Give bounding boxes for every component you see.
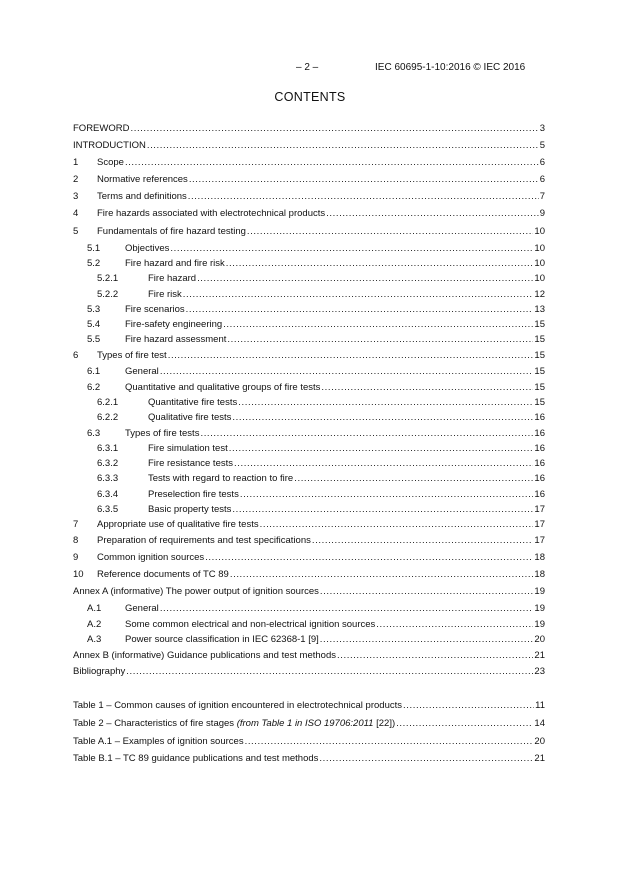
dot-leader [130, 123, 538, 135]
toc-entry-page: 15 [534, 397, 545, 408]
page-title: CONTENTS [274, 90, 346, 104]
toc-entry-label: Preselection fire tests [148, 489, 239, 500]
dot-leader [232, 412, 533, 424]
dot-leader [240, 489, 534, 501]
dot-leader [230, 569, 534, 581]
toc-entry[interactable] [73, 666, 545, 678]
toc-entry-number: 5.2 [87, 258, 101, 269]
dot-leader [227, 334, 533, 346]
toc-entry-label: Tests with regard to reaction to fire [148, 473, 294, 484]
table-list-label: Table A.1 – Examples of ignition sources [73, 736, 244, 747]
toc-entry-page: 15 [534, 350, 545, 361]
dot-leader [376, 619, 533, 631]
toc-entry-label: Fundamentals of fire hazard testing [97, 226, 246, 237]
toc-entry-number: 7 [73, 519, 79, 530]
toc-entry[interactable] [73, 552, 545, 564]
toc-entry-page: 19 [534, 586, 545, 597]
toc-entry-page: 18 [534, 552, 545, 563]
table-list-page: 21 [534, 753, 545, 764]
toc-entry-page: 9 [539, 208, 545, 219]
dot-leader [205, 552, 533, 564]
toc-entry-label: Basic property tests [148, 504, 232, 515]
toc-entry[interactable] [73, 619, 545, 631]
toc-entry[interactable] [73, 412, 545, 424]
toc-entry-page: 19 [534, 603, 545, 614]
table-list-entry[interactable] [73, 718, 545, 730]
table-list-reference: [22]) [373, 718, 396, 729]
toc-entry-label: Fire hazard assessment [125, 334, 227, 345]
toc-entry-page: 10 [534, 258, 545, 269]
toc-entry-number: 5.1 [87, 243, 101, 254]
dot-leader [234, 458, 533, 470]
toc-entry-number: 5.4 [87, 319, 101, 330]
toc-entry-number: 10 [73, 569, 84, 580]
toc-entry[interactable] [73, 569, 545, 581]
toc-entry-label: INTRODUCTION [73, 140, 146, 151]
header-page-number: – 2 – [296, 62, 319, 73]
toc-entry-page: 6 [539, 174, 545, 185]
toc-entry-number: 3 [73, 191, 79, 202]
toc-entry-number: 5.2.2 [97, 289, 119, 300]
toc-entry-label: Objectives [125, 243, 170, 254]
dot-leader [320, 586, 534, 598]
toc-entry-page: 16 [534, 412, 545, 423]
toc-entry[interactable] [73, 519, 545, 531]
toc-entry-page: 13 [534, 304, 545, 315]
toc-entry[interactable] [73, 174, 545, 186]
toc-entry-label: Terms and definitions [97, 191, 187, 202]
toc-entry-number: 6.2.2 [97, 412, 119, 423]
toc-entry-label: Bibliography [73, 666, 126, 677]
toc-entry-label: FOREWORD [73, 123, 130, 134]
toc-entry[interactable] [73, 634, 545, 646]
toc-entry-page: 17 [534, 504, 545, 515]
toc-entry-number: 6.2 [87, 382, 101, 393]
dot-leader [197, 273, 533, 285]
dot-leader [226, 258, 534, 270]
toc-entry-label: Quantitative fire tests [148, 397, 238, 408]
toc-entry[interactable] [73, 226, 545, 238]
dot-leader [337, 650, 533, 662]
dot-leader [232, 504, 533, 516]
toc-entry-page: 5 [539, 140, 545, 151]
toc-entry-number: 5.3 [87, 304, 101, 315]
header-document-id: IEC 60695-1-10:2016 © IEC 2016 [375, 62, 526, 73]
toc-entry-number: 6.3 [87, 428, 101, 439]
dot-leader [186, 304, 534, 316]
dot-leader [245, 736, 534, 748]
toc-entry-label: Fire hazard and fire risk [125, 258, 225, 269]
toc-entry-page: 20 [534, 634, 545, 645]
toc-entry-number: 1 [73, 157, 79, 168]
dot-leader [229, 443, 534, 455]
toc-entry-label: Quantitative and qualitative groups of fire tests [125, 382, 321, 393]
toc-entry-page: 19 [534, 619, 545, 630]
table-list-source: (from Table 1 in ISO 19706:2011 [236, 718, 374, 729]
toc-entry-label: Preparation of requirements and test specifications [97, 535, 311, 546]
toc-entry-number: 5 [73, 226, 79, 237]
toc-entry[interactable] [73, 157, 545, 169]
toc-entry-label: Power source classification in IEC 62368-1 [9] [125, 634, 319, 645]
toc-entry-page: 16 [534, 489, 545, 500]
toc-entry-label: Types of fire tests [125, 428, 200, 439]
toc-entry-label: Fire-safety engineering [125, 319, 223, 330]
toc-entry-number: 6.3.5 [97, 504, 119, 515]
dot-leader [183, 289, 534, 301]
toc-entry-label: Some common electrical and non-electrical ignition sources [125, 619, 376, 630]
toc-entry-page: 15 [534, 334, 545, 345]
dot-leader [168, 350, 534, 362]
table-list-entry[interactable] [73, 736, 545, 748]
toc-entry-page: 15 [534, 382, 545, 393]
toc-entry-number: 6 [73, 350, 79, 361]
dot-leader [147, 140, 539, 152]
toc-entry-page: 12 [534, 289, 545, 300]
toc-entry-page: 6 [539, 157, 545, 168]
toc-entry-label: Fire hazard [148, 273, 197, 284]
toc-entry-page: 15 [534, 366, 545, 377]
table-list-label: Table B.1 – TC 89 guidance publications and test methods [73, 753, 319, 764]
toc-entry-label: Qualitative fire tests [148, 412, 232, 423]
toc-entry-label: Fire simulation test [148, 443, 228, 454]
toc-entry-label: General [125, 366, 159, 377]
toc-entry-page: 3 [539, 123, 545, 134]
toc-entry[interactable] [73, 366, 545, 378]
toc-entry[interactable] [73, 397, 545, 409]
toc-entry[interactable] [73, 443, 545, 455]
toc-entry-label: Fire hazards associated with electrotechnical products [97, 208, 326, 219]
toc-entry[interactable] [73, 140, 545, 152]
dot-leader [247, 226, 534, 238]
toc-entry-number: A.3 [87, 634, 102, 645]
toc-entry-label: Fire scenarios [125, 304, 185, 315]
table-list-page: 11 [535, 700, 545, 711]
toc-entry[interactable] [73, 489, 545, 501]
dot-leader [160, 366, 534, 378]
toc-entry[interactable] [73, 603, 545, 615]
toc-entry[interactable] [73, 535, 545, 547]
toc-entry[interactable] [73, 243, 545, 255]
table-list-page: 20 [534, 736, 545, 747]
dot-leader [200, 428, 533, 440]
toc-entry-number: A.2 [87, 619, 102, 630]
toc-entry-number: 6.3.1 [97, 443, 119, 454]
toc-entry[interactable] [73, 258, 545, 270]
table-list-label: Table 1 – Common causes of ignition encountered in electrotechnical products [73, 700, 402, 711]
toc-entry-number: 6.3.2 [97, 458, 119, 469]
toc-entry[interactable] [73, 350, 545, 362]
table-list-page: 14 [534, 718, 545, 729]
toc-entry-label: Types of fire test [97, 350, 167, 361]
toc-entry-number: 4 [73, 208, 79, 219]
toc-entry[interactable] [73, 504, 545, 516]
dot-leader [260, 519, 534, 531]
toc-entry-label: Normative references [97, 174, 188, 185]
dot-leader [320, 634, 534, 646]
toc-entry-number: 5.5 [87, 334, 101, 345]
toc-entry-page: 7 [539, 191, 545, 202]
toc-entry-label: Annex B (informative) Guidance publications and test methods [73, 650, 336, 661]
toc-entry[interactable] [73, 428, 545, 440]
dot-leader [170, 243, 533, 255]
toc-entry-label: Fire resistance tests [148, 458, 233, 469]
toc-entry-number: 6.2.1 [97, 397, 119, 408]
dot-leader [321, 382, 533, 394]
toc-entry-number: 9 [73, 552, 79, 563]
dot-leader [238, 397, 533, 409]
toc-entry-page: 16 [534, 443, 545, 454]
dot-leader [319, 753, 533, 765]
toc-entry[interactable] [73, 304, 545, 316]
toc-entry-page: 15 [534, 319, 545, 330]
toc-entry[interactable] [73, 586, 545, 598]
toc-entry-number: 8 [73, 535, 79, 546]
toc-entry[interactable] [73, 319, 545, 331]
dot-leader [126, 666, 533, 678]
table-list-entry[interactable] [73, 753, 545, 765]
toc-entry-page: 16 [534, 473, 545, 484]
toc-entry[interactable] [73, 650, 545, 662]
dot-leader [312, 535, 534, 547]
toc-entry-label: General [125, 603, 159, 614]
dot-leader [189, 174, 539, 186]
toc-entry-page: 17 [534, 519, 545, 530]
toc-entry-number: 6.3.4 [97, 489, 119, 500]
dot-leader [403, 700, 534, 712]
toc-entry[interactable] [73, 473, 545, 485]
toc-entry-label: Fire risk [148, 289, 182, 300]
toc-entry-page: 18 [534, 569, 545, 580]
toc-entry-number: A.1 [87, 603, 102, 614]
toc-entry-page: 10 [534, 273, 545, 284]
dot-leader [223, 319, 533, 331]
toc-entry-label: Appropriate use of qualitative fire tests [97, 519, 259, 530]
table-list-entry[interactable] [73, 700, 545, 712]
toc-entry-number: 5.2.1 [97, 273, 119, 284]
toc-entry-page: 10 [534, 226, 545, 237]
toc-entry[interactable] [73, 289, 545, 301]
dot-leader [188, 191, 539, 203]
toc-entry-label: Reference documents of TC 89 [97, 569, 229, 580]
toc-entry-label: Common ignition sources [97, 552, 205, 563]
toc-entry-number: 6.1 [87, 366, 101, 377]
toc-entry[interactable] [73, 208, 545, 220]
toc-entry[interactable] [73, 382, 545, 394]
toc-entry[interactable] [73, 191, 545, 203]
dot-leader [125, 157, 539, 169]
dot-leader [294, 473, 533, 485]
toc-entry-page: 16 [534, 458, 545, 469]
toc-entry-page: 21 [534, 650, 545, 661]
table-list-label: Table 2 – Characteristics of fire stages [73, 718, 237, 729]
toc-entry[interactable] [73, 334, 545, 346]
toc-entry[interactable] [73, 123, 545, 135]
toc-entry-page: 23 [534, 666, 545, 677]
toc-entry-number: 6.3.3 [97, 473, 119, 484]
toc-entry-page: 16 [534, 428, 545, 439]
toc-entry[interactable] [73, 458, 545, 470]
toc-entry-label: Scope [97, 157, 124, 168]
toc-entry[interactable] [73, 273, 545, 285]
toc-entry-number: 2 [73, 174, 79, 185]
toc-entry-page: 17 [534, 535, 545, 546]
toc-entry-label: Annex A (informative) The power output of ignition sources [73, 586, 319, 597]
toc-entry-page: 10 [534, 243, 545, 254]
dot-leader [326, 208, 539, 220]
dot-leader [396, 718, 533, 730]
dot-leader [160, 603, 534, 615]
